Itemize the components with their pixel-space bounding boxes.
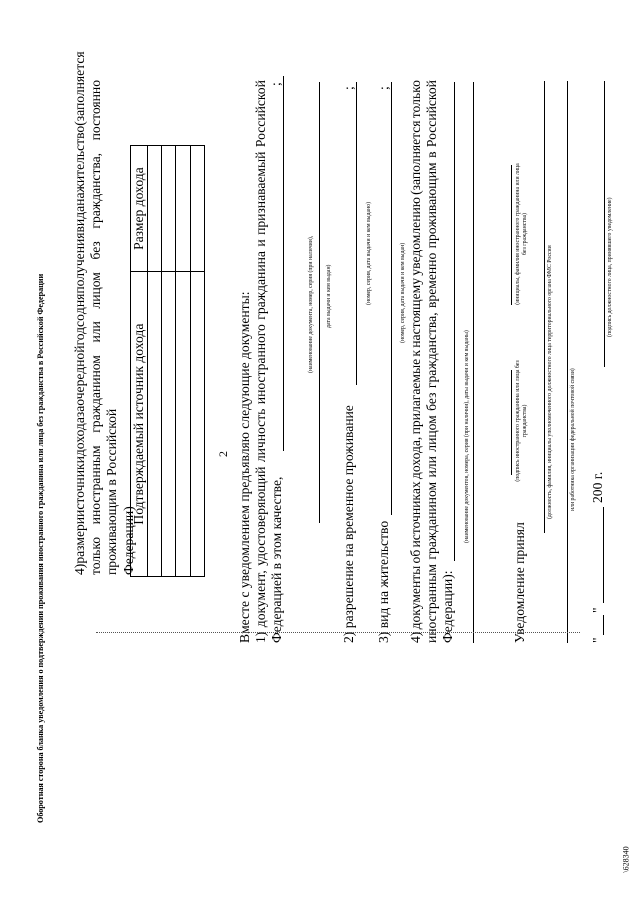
postal-line[interactable]: [567, 81, 568, 643]
doc-item4-line2: [424, 80, 440, 643]
word: вида: [72, 205, 87, 233]
word: настоящему: [408, 277, 423, 348]
doc-item4-line3-wrap: [440, 80, 456, 643]
doc-item4-field[interactable]: [454, 82, 455, 561]
word: год: [72, 326, 87, 346]
word: гражданства,: [424, 312, 440, 389]
doc-item2-field[interactable]: [356, 82, 357, 385]
doc-item4-line1: [408, 80, 424, 643]
word: или: [424, 456, 440, 478]
doc-item2-row: [341, 80, 359, 643]
word: уведомлению: [408, 197, 423, 276]
word: Российской: [253, 80, 269, 148]
doc-item2-label: 2) разрешение на временное проживание: [341, 405, 356, 643]
word: Российской: [424, 80, 440, 148]
date-open-quote: ": [590, 637, 605, 643]
table-cell[interactable]: [162, 146, 176, 272]
table-cell[interactable]: [148, 272, 162, 577]
word: размер: [72, 524, 87, 564]
page-number: 2: [216, 451, 230, 457]
table-cell[interactable]: [176, 272, 190, 577]
official-signature-hint: (подпись должностного лица, принявшего уведомление): [607, 197, 613, 337]
doc-item1-hint2: дата выдачи и кем выдан): [326, 264, 332, 328]
form-code: \628340: [621, 846, 631, 873]
table-cell[interactable]: [176, 146, 190, 272]
applicant-name-hint: (инициалы, фамилия иностранного гражданина или лица без гражданства): [515, 163, 528, 305]
word: удостоверяющий: [253, 466, 269, 566]
word: за: [72, 405, 87, 418]
word: на: [72, 192, 87, 206]
income-section-line1: [72, 51, 88, 575]
word: 4): [408, 631, 423, 643]
doc-item4-hint: (наименование документов, номера, серия (при наличии), даты выдачи и кем выданы): [464, 330, 470, 543]
word: 4): [72, 563, 87, 575]
word: лицом: [424, 415, 440, 452]
word: источниках: [408, 481, 423, 548]
word: личность: [253, 408, 269, 463]
doc-item1-field2[interactable]: [319, 82, 320, 523]
date-day-field[interactable]: [603, 615, 604, 635]
applicant-name-line[interactable]: [511, 165, 512, 305]
word: гражданина: [253, 251, 269, 320]
official-line[interactable]: [544, 81, 545, 533]
date-row: [588, 443, 608, 643]
table-row: [190, 146, 204, 577]
word: дня: [72, 293, 87, 315]
word: временно: [424, 252, 440, 308]
word: иностранного: [253, 324, 269, 405]
documents-intro: Вместе с уведомлением предъявляю следующие документы:: [237, 291, 252, 643]
table-cell[interactable]: [190, 146, 204, 272]
income-section-line2: только иностранным гражданином или лицом без гражданства, постоянно проживающим в Российской: [88, 80, 120, 575]
word: дохода: [72, 417, 87, 457]
word: (заполняется: [408, 120, 423, 195]
doc-item2-hint: (номер, серия, дата выдачи и кем выдано): [366, 201, 372, 305]
postal-hint: или работника организации федеральной почтовой связи): [570, 368, 576, 511]
form-header: Оборотная сторона бланка уведомления о подтверждении проживания иностранного гражданина или лица без гражданства в Российской Федерации: [36, 273, 45, 823]
date-year: 200 г.: [590, 471, 605, 503]
accepted-label: Уведомление принял: [512, 522, 527, 643]
doc-item4: [408, 80, 456, 643]
date-month-field[interactable]: [603, 507, 604, 603]
doc-item1-hint: (наименование документа, номер, серия (при наличии),: [308, 235, 314, 373]
vertical-cut-line: [96, 632, 580, 633]
word: без: [424, 392, 440, 411]
income-section-text: [72, 51, 137, 575]
doc-item3-field[interactable]: [391, 82, 392, 515]
official-hint: (должность, фамилия, инициалы уполномоченного должностного лица территориального органа ФМС России: [547, 245, 553, 519]
word: 1): [253, 631, 269, 643]
word: признаваемый: [253, 151, 269, 235]
doc-item1-field[interactable]: [283, 76, 284, 451]
word: только: [408, 80, 423, 119]
doc-item3-label: 3) вид на жительство: [376, 520, 391, 643]
word: проживающим: [424, 162, 440, 249]
word: в: [424, 151, 440, 158]
table-row: [162, 146, 176, 577]
table-row: [176, 146, 190, 577]
word: со: [72, 314, 87, 327]
applicant-signature-line[interactable]: [511, 370, 512, 475]
word: жительство: [72, 125, 87, 193]
doc-item4-line3: Федерации):: [440, 570, 456, 643]
doc-item4-field2[interactable]: [473, 82, 474, 643]
word: иностранным: [424, 564, 440, 643]
word: прилагаемые: [408, 358, 423, 435]
doc-item2-semicolon: ;: [341, 86, 356, 90]
word: документ,: [253, 570, 269, 628]
doc-item1-line2-wrap: [269, 80, 285, 643]
doc-item1-line1: [253, 80, 269, 643]
doc-item1-semicolon: ;: [268, 82, 284, 86]
income-amount-header: Размер дохода: [131, 146, 148, 272]
doc-item1-line2: Федерацией в этом качестве,: [269, 476, 285, 643]
income-section-line3: Федерации): [120, 506, 136, 575]
word: гражданином: [424, 481, 440, 560]
doc-item3-row: [376, 80, 394, 643]
table-cell[interactable]: [148, 146, 162, 272]
word: получения: [72, 232, 87, 294]
table-cell[interactable]: [190, 272, 204, 577]
documents-section: [237, 80, 470, 643]
table-row: [148, 146, 162, 577]
income-table: [130, 145, 205, 577]
date-close-quote: ": [590, 607, 605, 613]
word: об: [408, 549, 423, 564]
applicant-signature-hint: (подпись иностранного гражданина или лица без гражданства): [515, 360, 528, 482]
word: источники: [72, 456, 87, 517]
table-cell[interactable]: [162, 272, 176, 577]
word: документы: [408, 565, 423, 630]
official-signature-line[interactable]: [604, 81, 605, 367]
word: очередной: [72, 345, 87, 406]
doc-item3-hint: (номер, серия, дата выдачи и кем выдан): [400, 242, 406, 343]
word: и: [253, 239, 269, 247]
doc-item3-semicolon: ;: [376, 86, 391, 90]
word: и: [72, 516, 87, 525]
word: дохода,: [408, 436, 423, 480]
word: к: [408, 349, 423, 357]
income-source-header: Подтверждаемый источник дохода: [131, 272, 148, 577]
word: (заполняется: [72, 51, 87, 126]
